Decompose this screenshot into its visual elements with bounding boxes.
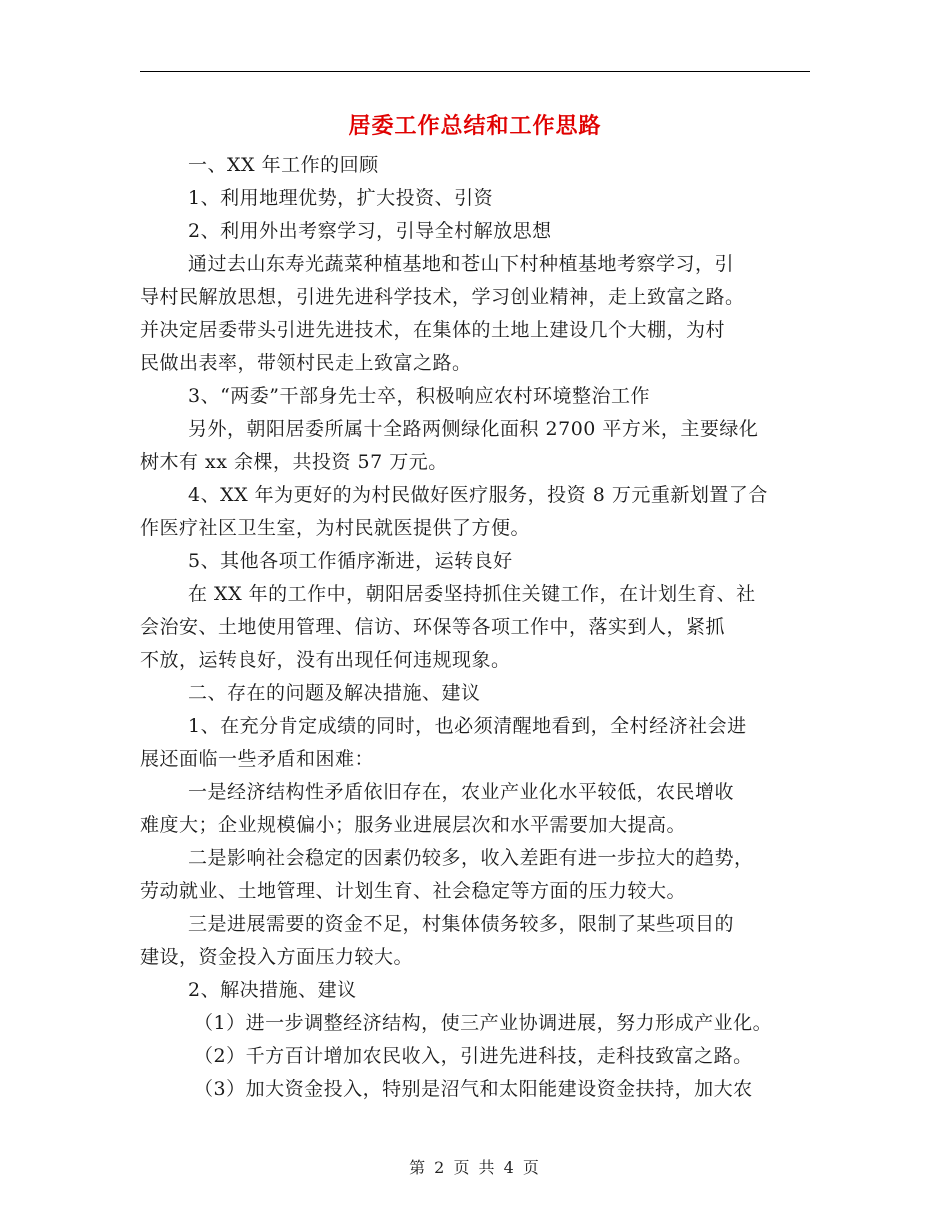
paragraph-line: 1、在充分肯定成绩的同时，也必须清醒地看到，全村经济社会进	[188, 715, 747, 737]
subheading: 2、解决措施、建议	[188, 979, 357, 1001]
paragraph-line: 一是经济结构性矛盾依旧存在，农业产业化水平较低，农民增收	[188, 781, 735, 803]
paragraph-line: 并决定居委带头引进先进技术，在集体的土地上建设几个大棚，为村	[140, 319, 726, 341]
paragraph-line: 4、XX 年为更好的为村民做好医疗服务，投资 8 万元重新划置了合	[188, 484, 768, 506]
paragraph-line: 另外，朝阳居委所属十全路两侧绿化面积 2700 平方米，主要绿化	[188, 418, 759, 440]
paragraph-line: 三是进展需要的资金不足，村集体债务较多，限制了某些项目的	[188, 913, 735, 935]
list-item: （2）千方百计增加农民收入，引进先进科技，走科技致富之路。	[194, 1045, 753, 1067]
subheading: 1、利用地理优势，扩大投资、引资	[188, 187, 494, 209]
paragraph-line: 不放，运转良好，没有出现任何违规现象。	[140, 649, 511, 671]
page-footer: 第 2 页 共 4 页	[409, 1158, 541, 1177]
paragraph-line: 民做出表率，带领村民走上致富之路。	[140, 352, 472, 374]
paragraph-line: 在 XX 年的工作中，朝阳居委坚持抓住关键工作，在计划生育、社	[188, 583, 756, 605]
section-heading: 二、存在的问题及解决措施、建议	[188, 682, 481, 704]
subheading: 5、其他各项工作循序渐进，运转良好	[188, 550, 513, 572]
list-item: （3）加大资金投入，特别是沼气和太阳能建设资金扶持，加大农	[194, 1078, 753, 1100]
header-rule	[140, 71, 810, 72]
paragraph-line: 劳动就业、土地管理、计划生育、社会稳定等方面的压力较大。	[140, 880, 687, 902]
paragraph-line: 作医疗社区卫生室，为村民就医提供了方便。	[140, 517, 531, 539]
paragraph-line: 难度大；企业规模偏小；服务业进展层次和水平需要加大提高。	[140, 814, 687, 836]
section-heading: 一、XX 年工作的回顾	[188, 154, 379, 176]
paragraph-line: 导村民解放思想，引进先进科学技术，学习创业精神，走上致富之路。	[140, 286, 745, 308]
paragraph-line: 会治安、土地使用管理、信访、环保等各项工作中，落实到人，紧抓	[140, 616, 726, 638]
subheading: 2、利用外出考察学习，引导全村解放思想	[188, 220, 552, 242]
paragraph-line: 建设，资金投入方面压力较大。	[140, 946, 414, 968]
document-title: 居委工作总结和工作思路	[348, 113, 602, 139]
paragraph-line: 树木有 xx 余棵，共投资 57 万元。	[140, 451, 448, 473]
paragraph-line: 通过去山东寿光蔬菜种植基地和苍山下村种植基地考察学习，引	[188, 253, 735, 275]
subheading: 3、“两委”干部身先士卒，积极响应农村环境整治工作	[188, 385, 651, 407]
list-item: （1）进一步调整经济结构，使三产业协调进展，努力形成产业化。	[194, 1012, 773, 1034]
paragraph-line: 展还面临一些矛盾和困难：	[140, 748, 375, 770]
paragraph-line: 二是影响社会稳定的因素仍较多，收入差距有进一步拉大的趋势，	[188, 847, 754, 869]
